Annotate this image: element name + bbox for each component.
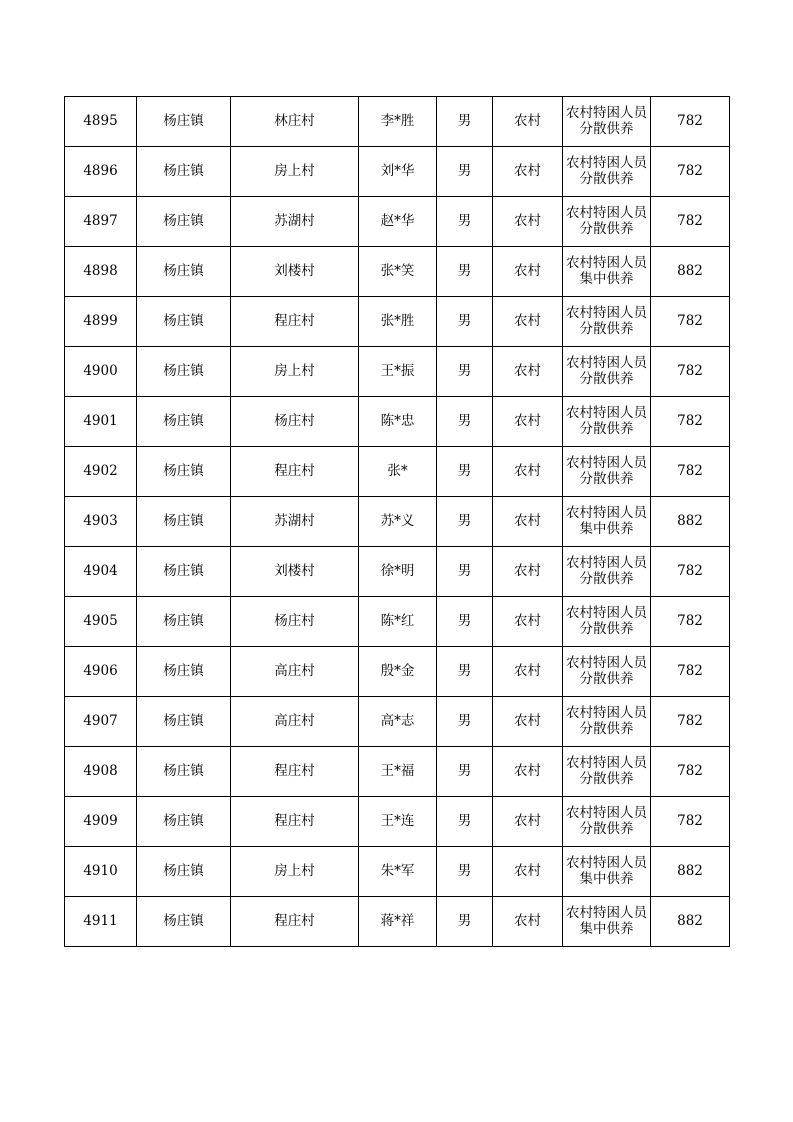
cell-household-type: 农村 <box>493 347 563 397</box>
cell-id: 4911 <box>65 897 137 947</box>
cell-name: 王*福 <box>359 747 437 797</box>
table-row <box>65 97 730 147</box>
category-text: 农村特困人员分散供养 <box>566 654 647 687</box>
cell-category <box>563 497 651 547</box>
cell-category <box>563 597 651 647</box>
cell-household-type: 农村 <box>493 197 563 247</box>
cell-id: 4895 <box>65 97 137 147</box>
cell-village: 刘楼村 <box>231 547 359 597</box>
cell-name: 张* <box>359 447 437 497</box>
cell-id: 4904 <box>65 547 137 597</box>
cell-category <box>563 747 651 797</box>
cell-id: 4896 <box>65 147 137 197</box>
cell-name: 高*志 <box>359 697 437 747</box>
cell-town: 杨庄镇 <box>137 797 231 847</box>
cell-household-type: 农村 <box>493 447 563 497</box>
cell-name: 陈*红 <box>359 597 437 647</box>
table-row <box>65 747 730 797</box>
cell-name: 张*胜 <box>359 297 437 347</box>
cell-id: 4899 <box>65 297 137 347</box>
cell-id: 4903 <box>65 497 137 547</box>
category-text: 农村特困人员分散供养 <box>566 704 647 737</box>
cell-household-type: 农村 <box>493 297 563 347</box>
cell-village: 房上村 <box>231 347 359 397</box>
cell-gender: 男 <box>437 847 493 897</box>
category-text: 农村特困人员分散供养 <box>566 754 647 787</box>
cell-category <box>563 247 651 297</box>
cell-village: 程庄村 <box>231 797 359 847</box>
table-row <box>65 797 730 847</box>
cell-amount: 782 <box>651 597 730 647</box>
category-text: 农村特困人员分散供养 <box>566 204 647 237</box>
cell-gender: 男 <box>437 397 493 447</box>
category-text: 农村特困人员分散供养 <box>566 354 647 387</box>
cell-amount: 782 <box>651 147 730 197</box>
cell-amount: 882 <box>651 897 730 947</box>
cell-amount: 782 <box>651 547 730 597</box>
category-text: 农村特困人员分散供养 <box>566 304 647 337</box>
table-row <box>65 847 730 897</box>
cell-name: 蒋*祥 <box>359 897 437 947</box>
cell-name: 李*胜 <box>359 97 437 147</box>
cell-amount: 782 <box>651 297 730 347</box>
cell-category <box>563 197 651 247</box>
cell-name: 王*振 <box>359 347 437 397</box>
cell-town: 杨庄镇 <box>137 547 231 597</box>
cell-name: 赵*华 <box>359 197 437 247</box>
cell-category <box>563 547 651 597</box>
cell-gender: 男 <box>437 497 493 547</box>
cell-gender: 男 <box>437 347 493 397</box>
cell-name: 苏*义 <box>359 497 437 547</box>
cell-id: 4902 <box>65 447 137 497</box>
cell-gender: 男 <box>437 297 493 347</box>
cell-name: 张*笑 <box>359 247 437 297</box>
cell-category <box>563 97 651 147</box>
cell-gender: 男 <box>437 447 493 497</box>
cell-amount: 882 <box>651 247 730 297</box>
cell-id: 4897 <box>65 197 137 247</box>
cell-gender: 男 <box>437 97 493 147</box>
cell-amount: 782 <box>651 747 730 797</box>
cell-household-type: 农村 <box>493 597 563 647</box>
table-row <box>65 897 730 947</box>
cell-gender: 男 <box>437 247 493 297</box>
cell-name: 王*连 <box>359 797 437 847</box>
cell-household-type: 农村 <box>493 547 563 597</box>
cell-town: 杨庄镇 <box>137 247 231 297</box>
table-row <box>65 247 730 297</box>
category-text: 农村特困人员集中供养 <box>566 854 647 887</box>
cell-town: 杨庄镇 <box>137 447 231 497</box>
cell-category <box>563 147 651 197</box>
cell-gender: 男 <box>437 697 493 747</box>
cell-household-type: 农村 <box>493 97 563 147</box>
table-row <box>65 597 730 647</box>
cell-town: 杨庄镇 <box>137 297 231 347</box>
cell-village: 程庄村 <box>231 297 359 347</box>
cell-id: 4909 <box>65 797 137 847</box>
cell-village: 杨庄村 <box>231 397 359 447</box>
assistance-recipients-table <box>64 96 730 947</box>
category-text: 农村特困人员分散供养 <box>566 454 647 487</box>
cell-name: 朱*军 <box>359 847 437 897</box>
cell-id: 4905 <box>65 597 137 647</box>
table-body <box>65 97 730 947</box>
table-row <box>65 497 730 547</box>
table-row <box>65 297 730 347</box>
category-text: 农村特困人员分散供养 <box>566 554 647 587</box>
category-text: 农村特困人员分散供养 <box>566 154 647 187</box>
cell-household-type: 农村 <box>493 647 563 697</box>
table-row <box>65 197 730 247</box>
cell-category <box>563 897 651 947</box>
cell-id: 4908 <box>65 747 137 797</box>
cell-household-type: 农村 <box>493 897 563 947</box>
cell-category <box>563 697 651 747</box>
table-row <box>65 447 730 497</box>
cell-id: 4910 <box>65 847 137 897</box>
table-row <box>65 147 730 197</box>
cell-village: 刘楼村 <box>231 247 359 297</box>
cell-name: 殷*金 <box>359 647 437 697</box>
cell-village: 苏湖村 <box>231 497 359 547</box>
cell-id: 4906 <box>65 647 137 697</box>
cell-household-type: 农村 <box>493 497 563 547</box>
category-text: 农村特困人员集中供养 <box>566 504 647 537</box>
cell-village: 林庄村 <box>231 97 359 147</box>
cell-category <box>563 647 651 697</box>
cell-id: 4907 <box>65 697 137 747</box>
cell-household-type: 农村 <box>493 147 563 197</box>
cell-village: 程庄村 <box>231 747 359 797</box>
cell-category <box>563 797 651 847</box>
cell-village: 房上村 <box>231 147 359 197</box>
cell-amount: 782 <box>651 447 730 497</box>
cell-household-type: 农村 <box>493 747 563 797</box>
table-row <box>65 547 730 597</box>
cell-village: 杨庄村 <box>231 597 359 647</box>
cell-town: 杨庄镇 <box>137 97 231 147</box>
cell-gender: 男 <box>437 547 493 597</box>
cell-household-type: 农村 <box>493 247 563 297</box>
cell-amount: 782 <box>651 647 730 697</box>
cell-amount: 882 <box>651 847 730 897</box>
cell-amount: 782 <box>651 397 730 447</box>
table-row <box>65 347 730 397</box>
cell-village: 房上村 <box>231 847 359 897</box>
cell-town: 杨庄镇 <box>137 397 231 447</box>
category-text: 农村特困人员分散供养 <box>566 404 647 437</box>
cell-amount: 782 <box>651 97 730 147</box>
cell-id: 4898 <box>65 247 137 297</box>
cell-village: 高庄村 <box>231 647 359 697</box>
cell-town: 杨庄镇 <box>137 597 231 647</box>
cell-category <box>563 447 651 497</box>
cell-gender: 男 <box>437 197 493 247</box>
cell-town: 杨庄镇 <box>137 847 231 897</box>
cell-id: 4900 <box>65 347 137 397</box>
cell-town: 杨庄镇 <box>137 347 231 397</box>
cell-id: 4901 <box>65 397 137 447</box>
cell-household-type: 农村 <box>493 397 563 447</box>
cell-gender: 男 <box>437 747 493 797</box>
cell-village: 程庄村 <box>231 897 359 947</box>
cell-household-type: 农村 <box>493 697 563 747</box>
cell-amount: 782 <box>651 197 730 247</box>
cell-gender: 男 <box>437 597 493 647</box>
cell-town: 杨庄镇 <box>137 197 231 247</box>
cell-household-type: 农村 <box>493 847 563 897</box>
category-text: 农村特困人员分散供养 <box>566 104 647 137</box>
cell-town: 杨庄镇 <box>137 497 231 547</box>
cell-amount: 782 <box>651 347 730 397</box>
category-text: 农村特困人员集中供养 <box>566 254 647 287</box>
cell-village: 程庄村 <box>231 447 359 497</box>
cell-village: 苏湖村 <box>231 197 359 247</box>
cell-name: 陈*忠 <box>359 397 437 447</box>
cell-village: 高庄村 <box>231 697 359 747</box>
cell-category <box>563 297 651 347</box>
cell-category <box>563 397 651 447</box>
table-row <box>65 397 730 447</box>
cell-gender: 男 <box>437 897 493 947</box>
category-text: 农村特困人员分散供养 <box>566 604 647 637</box>
cell-name: 刘*华 <box>359 147 437 197</box>
cell-name: 徐*明 <box>359 547 437 597</box>
cell-town: 杨庄镇 <box>137 147 231 197</box>
cell-amount: 782 <box>651 697 730 747</box>
cell-gender: 男 <box>437 147 493 197</box>
category-text: 农村特困人员集中供养 <box>566 904 647 937</box>
cell-town: 杨庄镇 <box>137 697 231 747</box>
cell-category <box>563 847 651 897</box>
table-row <box>65 697 730 747</box>
cell-amount: 782 <box>651 797 730 847</box>
cell-gender: 男 <box>437 647 493 697</box>
table-row <box>65 647 730 697</box>
cell-town: 杨庄镇 <box>137 897 231 947</box>
cell-town: 杨庄镇 <box>137 747 231 797</box>
cell-gender: 男 <box>437 797 493 847</box>
category-text: 农村特困人员分散供养 <box>566 804 647 837</box>
cell-amount: 882 <box>651 497 730 547</box>
cell-household-type: 农村 <box>493 797 563 847</box>
cell-town: 杨庄镇 <box>137 647 231 697</box>
cell-category <box>563 347 651 397</box>
